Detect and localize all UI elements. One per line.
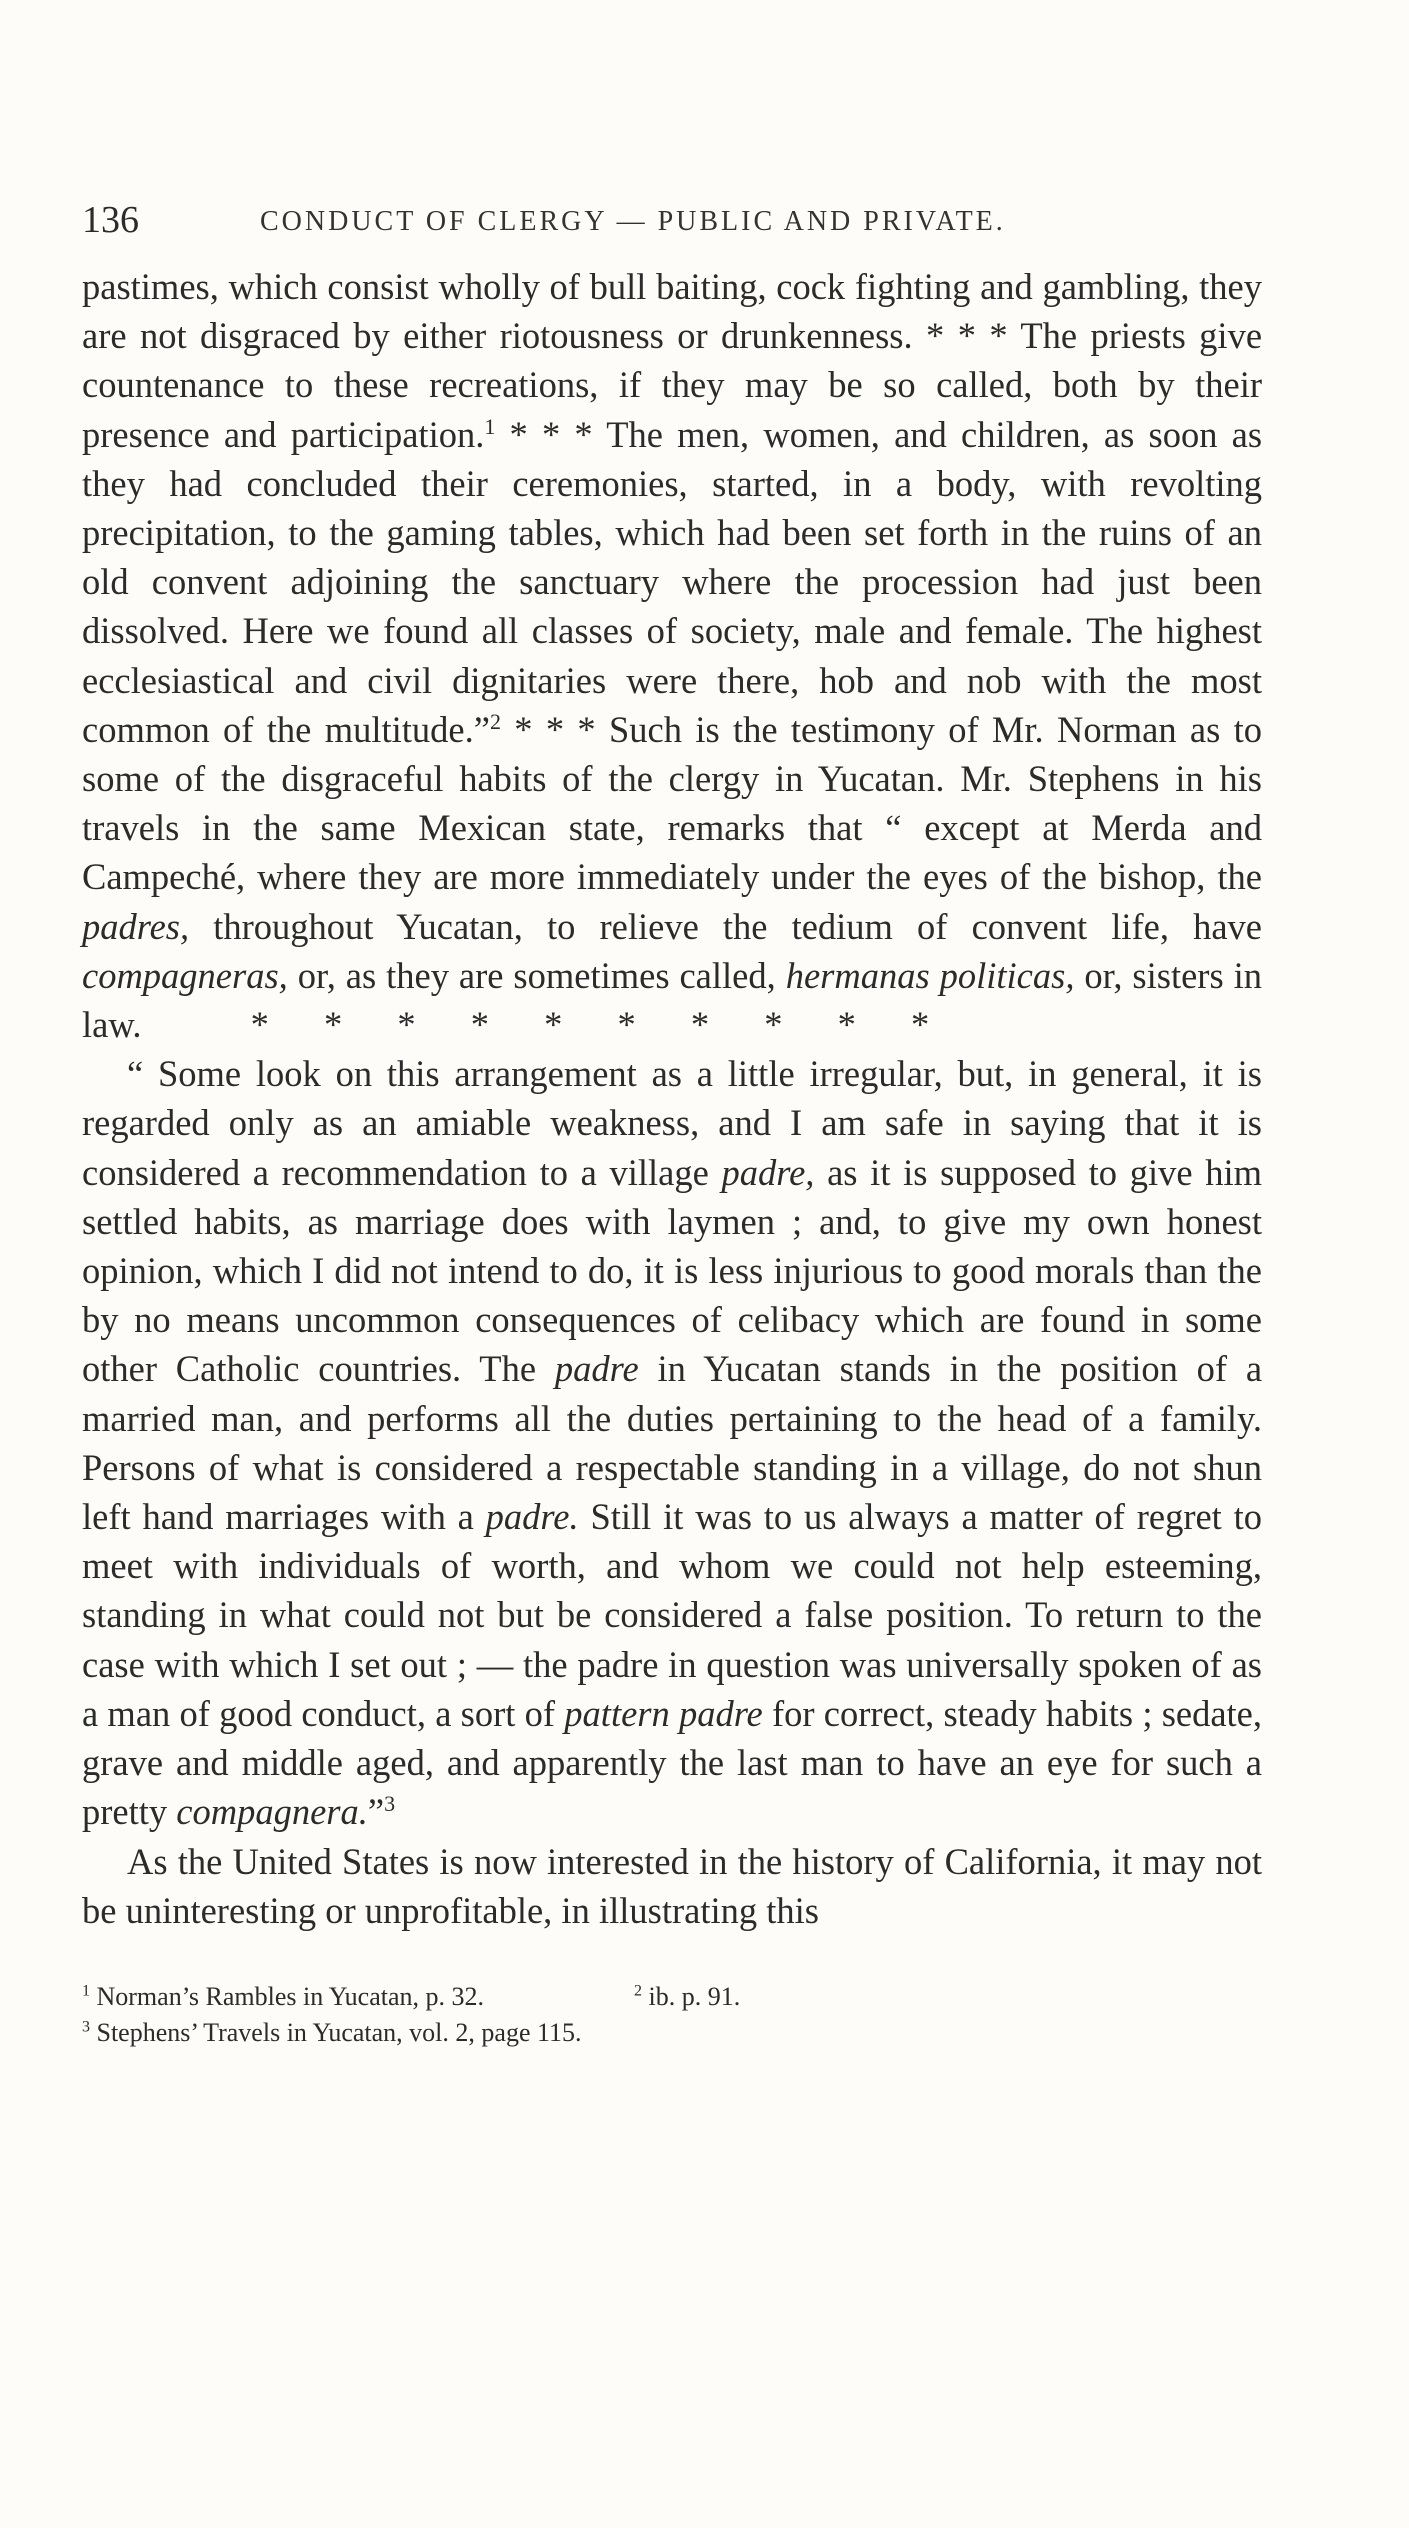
book-page [82,190,1262,2051]
body-text [82,262,1262,1935]
footnote-row [82,1979,1262,2015]
italic-term: padre, [721,1151,815,1193]
footnote-2: $^2$ ib. p. 91. [634,1981,741,2011]
page-header [82,190,1262,250]
ellipsis-stars: * * * [926,315,1008,357]
running-head: CONDUCT OF CLERGY — PUBLIC AND PRIVATE. [260,206,1006,237]
italic-term: padre [554,1348,639,1390]
footnote-1: $^1$ Norman’s Rambles in Yucatan, p. 32. [82,1981,485,2011]
ellipsis-stars: * * * [514,708,596,750]
footnote-row [82,2015,1262,2051]
paragraph-2: “ Some look on this arrangement as a little irregular, but, in general, it is regarded only as an amiable weakness, and I am safe in saying that it is considered a recommendation to a village padre, as it is supposed to give him settled habits, as marriage does with laymen ; and, to give my own honest opinion, which I did not intend to do, it is less injurious to good morals than the by no means uncommon consequences of celibacy which are found in some other Catholic countries. The padre in Yucatan stands in the position of a married man, and performs all the duties pertaining to the head of a family. Persons of what is considered a respectable standing in a village, do not shun left hand marriages with a padre. Still it was to us always a matter of regret to meet with individuals of worth, and whom we could not help esteeming, standing in what could not but be considered a false position. To return to the case with which I set out ; — the padre in question was universally spoken of as a man of good conduct, a sort of pattern padre for correct, steady habits ; sedate, grave and middle aged, and apparently the last man to have an eye for such a pretty compagnera.”$^3$ [82,1053,1263,1833]
italic-term: padre. [485,1496,579,1538]
footnote-ref-1: 1 [484,413,496,439]
ellipsis-stars-row: * * * * * * * * * * [250,1004,930,1046]
italic-term: compagnera. [176,1791,368,1833]
ellipsis-stars: * * * [509,413,593,455]
italic-term: hermanas politicas, [785,954,1075,996]
italic-term: pattern padre [564,1692,763,1734]
paragraph-3: As the United States is now interested in the history of California, it may not be uninteresting or unprofitable, in illustrating this [82,1840,1262,1931]
italic-term: padres, [82,905,190,947]
footnote-ref-3: 3 [384,1791,396,1817]
italic-term: compagneras, [82,954,288,996]
footnote-3: $^3$ Stephens’ Travels in Yucatan, vol. 2, page 115. [82,2017,582,2047]
page-number: 136 [82,199,139,241]
footnote-ref-2: 2 [489,708,501,734]
paragraph-1: pastimes, which consist wholly of bull baiting, cock fighting and gambling, they are not disgraced by either riotousness or drunkenness. * * * The priests give countenance to these recreations, if they may be so called, both by their presence and participation.$^1$ * * * The men, women, and children, as soon as they had concluded their ceremonies, started, in a body, with revolting precipitation, to the gaming tables, which had been set forth in the ruins of an old convent adjoining the sanctuary where the procession had just been dissolved. Here we found all classes of society, male and female. The highest ecclesiastical and civil dignitaries were there, hob and nob with the most common of the multitude.”$^2$ * * * Such is the testimony of Mr. Norman as to some of the disgraceful habits of the clergy in Yucatan. Mr. Stephens in his travels in the same Mexican state, remarks that “ except at Merda and Campeché, where they are more immediately under the eyes of the bishop, the padres, throughout Yucatan, to relieve the tedium of convent life, have compagneras, or, as they are sometimes called, hermanas politicas, or, sisters in law. * * * * * * * * * * [82,262,1262,1049]
footnotes [82,1979,1262,2051]
